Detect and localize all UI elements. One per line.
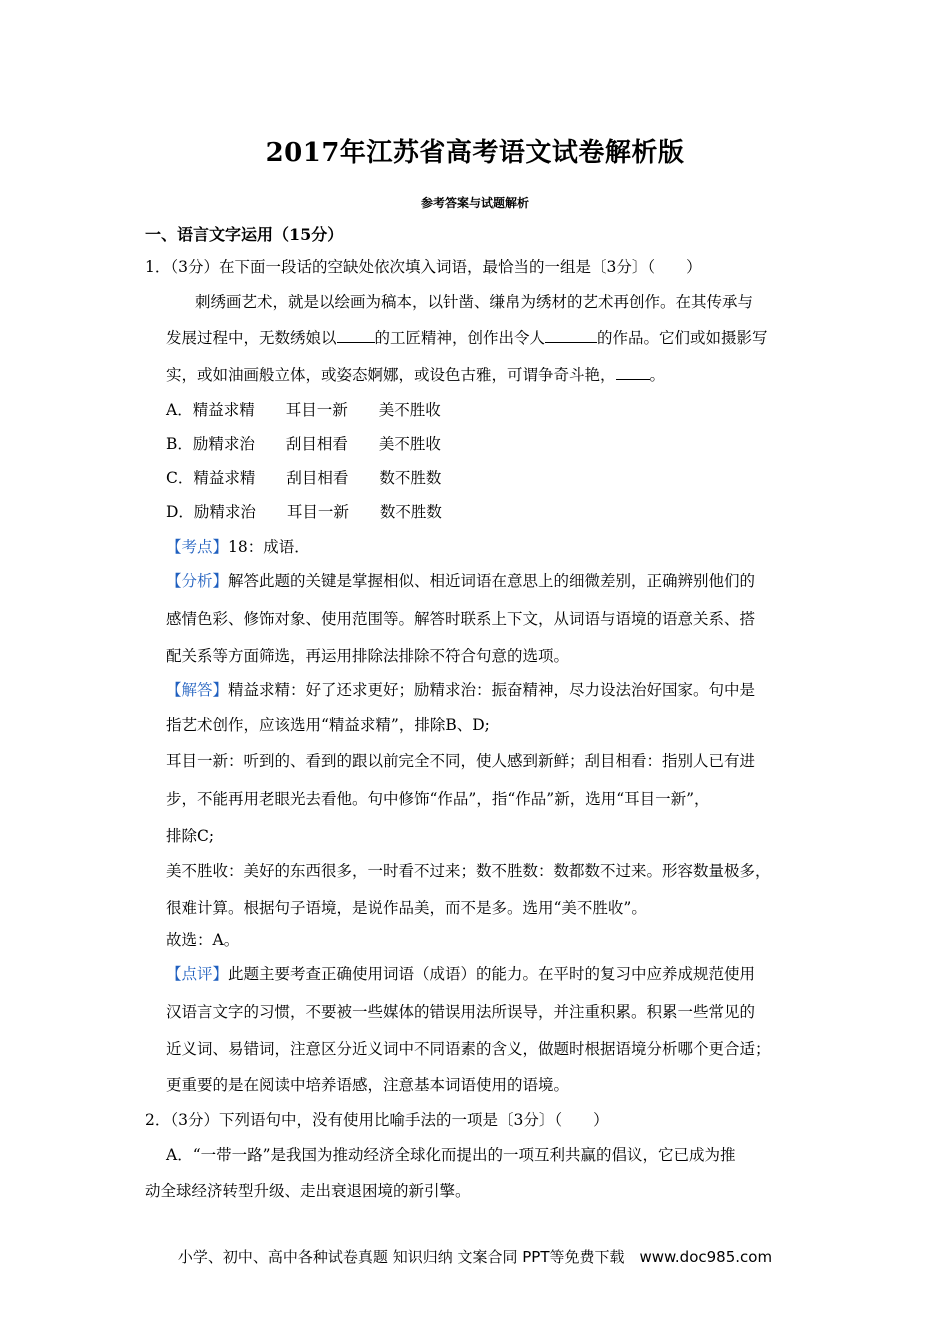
jieda-line-1 [166,680,755,700]
passage-line-2 [166,328,768,348]
jieda-text: 精益求精：好了还求更好；励精求治：振奋精神，尽力设法治好国家。句中是 [228,681,756,699]
jieda-line-5: 排除C; [166,827,215,845]
passage-line-1: 刺绣画艺术，就是以绘画为稿本，以针凿、缣帛为绣材的艺术再创作。在其传承与 [195,293,754,311]
dianping-line-4: 更重要的是在阅读中培养语感，注意基本词语使用的语境。 [166,1076,570,1094]
dianping-tag: 【点评】 [166,965,229,983]
question-2-stem: 2．（3分）下列语句中，没有使用比喻手法的一项是〔3分〕（ ） [145,1111,609,1129]
q2-option-a-line-1: A．“一带一路”是我国为推动经济全球化而提出的一项互利共赢的倡议，它已成为推 [166,1146,736,1164]
dianping-text: 此题主要考查正确使用词语（成语）的能力。在平时的复习中应养成规范使用 [228,965,756,983]
document-title: 2017年江苏省高考语文试卷解析版 [265,138,685,168]
jieda-line-4: 步，不能再用老眼光去看他。句中修饰“作品”，指“作品”新，选用“耳目一新”， [166,790,710,808]
fenxi-line-1 [166,571,755,591]
jieda-line-2: 指艺术创作，应该选用“精益求精”，排除B、D; [166,716,490,734]
fenxi-text: 解答此题的关键是掌握相似、相近词语在意思上的细微差别，正确辨别他们的 [228,572,756,590]
q2-option-a-line-2: 动全球经济转型升级、走出衰退困境的新引擎。 [145,1182,471,1200]
jieda-line-6: 美不胜收：美好的东西很多，一时看不过来；数不胜数：数都数不过来。形容数量极多， [166,862,771,880]
kaodian-text: 18：成语． [228,538,310,556]
document-subtitle: 参考答案与试题解析 [420,196,529,210]
dianping-line-3: 近义词、易错词，注意区分近义词中不同语素的含义，做题时根据语境分析哪个更合适； [166,1040,771,1058]
option-a: A．精益求精 耳目一新 美不胜收 [166,401,441,419]
passage-text: 的作品。它们或如摄影写 [597,329,768,347]
option-c: C．精益求精 刮目相看 数不胜数 [166,469,442,487]
fill-blank-3 [616,365,650,380]
kaodian-line [166,537,310,557]
passage-text: 发展过程中，无数绣娘以 [166,329,337,347]
option-b: B．励精求治 刮目相看 美不胜收 [166,435,441,453]
fenxi-tag: 【分析】 [166,572,229,590]
jieda-line-7: 很难计算。根据句子语境，是说作品美，而不是多。选用“美不胜收”。 [166,899,647,917]
fill-blank-1 [337,328,375,343]
passage-text: 的工匠精神，创作出令人 [374,329,546,347]
jieda-line-3: 耳目一新：听到的、看到的跟以前完全不同，使人感到新鲜；刮目相看：指别人已有进 [166,752,756,770]
fenxi-line-2: 感情色彩、修饰对象、使用范围等。解答时联系上下文，从词语与语境的语意关系、搭 [166,610,756,628]
question-1-stem: 1．（3分）在下面一段话的空缺处依次填入词语，最恰当的一组是〔3分〕（ ） [145,258,702,276]
kaodian-tag: 【考点】 [166,538,229,556]
jieda-line-8: 故选：A。 [166,931,240,949]
passage-text: 。 [649,366,666,384]
passage-text: 实，或如油画般立体，或姿态婀娜，或设色古雅，可谓争奇斗艳， [166,366,616,384]
section-heading: 一、语言文字运用（15分） [145,225,344,244]
footer-banner: 小学、初中、高中各种试卷真题 知识归纳 文案合同 PPT等免费下载 www.doc985.com [177,1248,773,1266]
jieda-tag: 【解答】 [166,681,229,699]
dianping-line-2: 汉语言文字的习惯，不要被一些媒体的错误用法所误导，并注重积累。积累一些常见的 [166,1003,756,1021]
fill-blank-2 [545,328,597,343]
option-d: D．励精求治 耳目一新 数不胜数 [166,503,442,521]
passage-line-3 [166,365,665,385]
dianping-line-1 [166,964,755,984]
fenxi-line-3: 配关系等方面筛选，再运用排除法排除不符合句意的选项。 [166,647,570,665]
